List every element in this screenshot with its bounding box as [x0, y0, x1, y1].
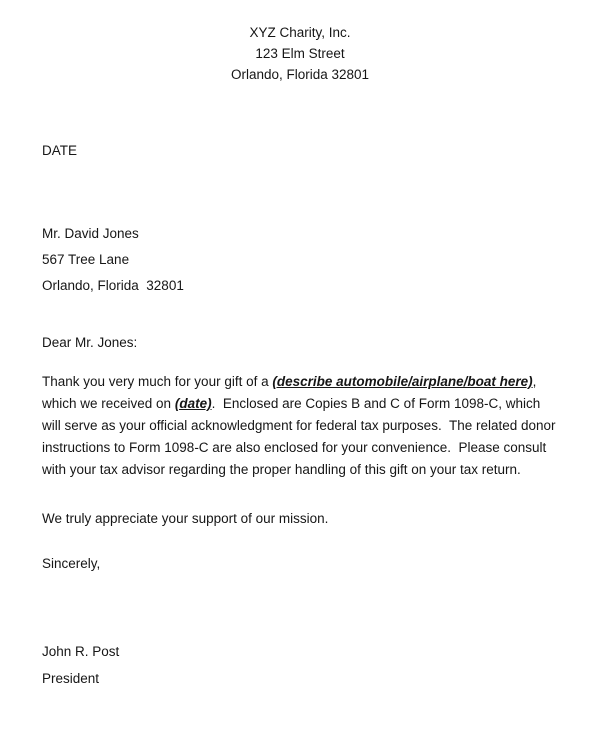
letterhead-street: 123 Elm Street — [255, 46, 345, 61]
body-paragraph — [42, 371, 558, 481]
appreciation-line: We truly appreciate your support of our mission. — [42, 511, 329, 526]
gift-description-placeholder: (describe automobile/airplane/boat here) — [272, 374, 533, 389]
date-received-placeholder: (date) — [174, 396, 212, 411]
recipient-address-block — [42, 221, 558, 299]
paragraph-text-3: . Enclosed are Copies B and C of Form 1098-C, which will serve as your official acknowledgment for federal tax purposes. The related donor instructions to Form 1098-C are also enclosed for your convenience. Please consult with your tax advisor regarding the proper handling of this gift on your tax return. — [42, 396, 560, 477]
recipient-city-state-zip: Orlando, Florida 32801 — [42, 278, 184, 293]
paragraph-text-2: , which we received on — [42, 374, 541, 411]
letterhead-city-state-zip: Orlando, Florida 32801 — [230, 67, 370, 82]
valediction: Sincerely, — [42, 556, 101, 571]
recipient-name: Mr. David Jones — [42, 226, 139, 241]
letterhead — [42, 22, 558, 85]
salutation: Dear Mr. Jones: — [42, 335, 138, 350]
paragraph-text-1: Thank you very much for your gift of a — [42, 374, 273, 389]
recipient-street: 567 Tree Lane — [42, 252, 130, 267]
date-placeholder: DATE — [42, 143, 78, 158]
signature-name: John R. Post — [42, 644, 120, 659]
signature-title: President — [42, 671, 100, 686]
letterhead-org-name: XYZ Charity, Inc. — [249, 25, 351, 40]
